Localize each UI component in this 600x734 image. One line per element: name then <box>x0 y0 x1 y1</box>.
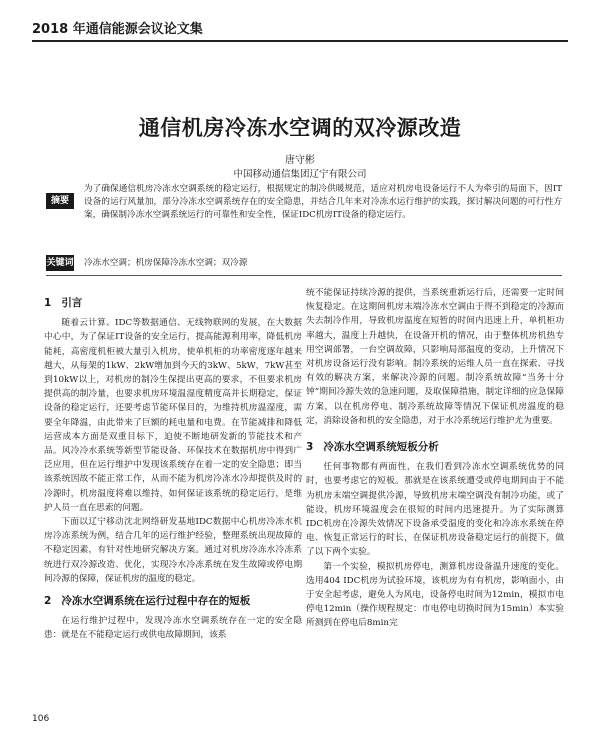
section-3-number: 3 <box>306 441 314 454</box>
right-column <box>306 286 564 631</box>
section-3-paragraph-1: 任何事物都有两面性，在我们看到冷冻水空调系统优势的同时，也要考虑它的短板。那就是在该系统遭受或停电期间由于不能为机房末端空调提供冷源，导致机房末端空调没有制冷功能，或了能设，机房环境温度会在很短的时间内迅速提升。为了实际测算IDC机房在冷源失效情况下设备承受温度的变化和冷冻水系统在停电、恢复正常运行的时长，在保证机房设备稳定运行的前提下，做了以下两个实验。 <box>306 462 564 558</box>
section-2-title: 冷冻水空调系统在运行过程中存在的短板 <box>61 595 251 608</box>
keywords-rule <box>46 275 562 276</box>
section-3-title: 冷冻水空调系统短板分析 <box>323 441 439 454</box>
keywords <box>46 255 562 271</box>
section-1-heading <box>44 296 302 310</box>
section-1-number: 1 <box>44 297 52 309</box>
header-rule <box>32 40 568 42</box>
keywords-text: 冷冻水空调；机房保障冷冻水空调；双冷源 <box>84 258 248 268</box>
section-1-paragraph-1: 随着云计算、IDC等数据通信、无线物联网的发展，在大数据中心中，为了保证IT设备的安全运行，提高能源利用率，降低机房能耗，高密度机柜被大量引入机房，使单机柜的功率密度逐年越来越大，从每架的1kW、2kW增加到今天的3kW、5kW，7kW甚至到10kW以上，对机房的制冷生保提出更高的要求，不但要求机房提供高的制冷量，也要求机房环境温湿度精度高并长期稳定，保证设备的稳定运行，还要考虑节能环保目的，为维持机房温湿度，需要全年降温，由此带来了巨额的耗电量和电费。在节能减排和降低运营成本方面是双重目标下，迫使不断地研发新的节能技术和产品。风冷冷水系统等新型节能设备、环保技术在数据机房中得到广泛应用，但在运行维护中发现该系统存在着一定的安全隐患；即当该系统因故不能正常工作，从而不能为机房冷冻水冷却提供及时的冷源时，机房温度将难以维持，如何保证该系统的稳定运行，是维护人员一直在思索的问题。 <box>44 318 302 513</box>
left-column <box>44 288 302 643</box>
author-name: 唐守彬 <box>285 155 315 166</box>
author-affiliation: 中国移动通信集团辽宁有限公司 <box>233 169 367 180</box>
section-2-paragraph-1: 在运行维护过程中，发现冷冻水空调系统存在一定的安全隐患：就是在不能稳定运行或供电故障期间，该系 <box>44 616 302 641</box>
abstract-text: 为了确保通信机房冷冻水空调系统的稳定运行，根据规定的制冷供暖规范，适应对机房电设备运行不人为牵引的局面下，因IT设备的运行风量加，部分冷冻水空调系统存在的安全隐患，并结合几年来对冷冻水运行维护的实践，探讨解决问题的可行性方案，确保制冷冻水空调系统运行的可靠性和安全性，保证IDC机房IT设备的稳定运行。 <box>84 184 562 220</box>
running-header: 2018 年通信能源会议论文集 <box>32 22 203 37</box>
keywords-label: 关键词 <box>46 255 74 271</box>
section-2-paragraph-1-cont: 统不能保证持续冷源的提供，当系统重新运行后，还需要一定时间恢复稳定。在这期间机房末端冷冻水空调由于得不到稳定的冷源而失去制冷作用，导致机房温度在短暂的时间内迅速上升，单机柜功率越大，温度上升越快，在设备开机的情况，由于整体机房机热专用空调部署，一台空调故障，只影响局部温度的变动，上升情况下对机房设备运行没有影响。制冷系统的运维人员一直在探索、寻找有效的解决方案，来解决冷源的问题。制冷系统故障“当务十分钟”期间冷源失效的急速问题，及取保障措施，制定详细的应急保障方案，以在机房停电、制冷系统故障等情况下保证机房温度的稳定，消除设备和机的安全隐患，对于水冷系统运行维护尤为重要。 <box>306 288 564 426</box>
page-number: 106 <box>32 714 50 724</box>
section-2-number: 2 <box>44 595 52 608</box>
section-3-paragraph-2: 第一个实验，模拟机房停电，测算机房设备温升速度的变化。选用404 IDC机房为试验环境，该机房为有有机房，影响面小，由于安全起考虑，避免人为风电，设备停电时间为12min，模拟市电停电12min（操作规程规定：市电停电切换时间为15min）本实验所测到在停电后8min完 <box>306 561 564 629</box>
abstract-label: 摘要 <box>46 193 74 209</box>
section-1-paragraph-2: 下面以辽宁移动沈北网络研发基地IDC数据中心机房冷冻水机房冷冻系统为例，结合几年的运行维护经验，整理系统出现故障的不稳定因素，有针对性地研究解决方案。通过对机房冷冻水冷冻系统进行双冷源改造、优化，实现冷水冷冻系统在发生故障或停电期间冷源的保障，保证机房的温度的稳定。 <box>44 517 302 584</box>
section-1-title: 引言 <box>61 297 83 309</box>
abstract <box>46 183 562 222</box>
section-2-heading <box>44 594 302 608</box>
article-title: 通信机房冷冻水空调的双冷源改造 <box>138 116 462 140</box>
section-3-heading <box>306 440 564 454</box>
